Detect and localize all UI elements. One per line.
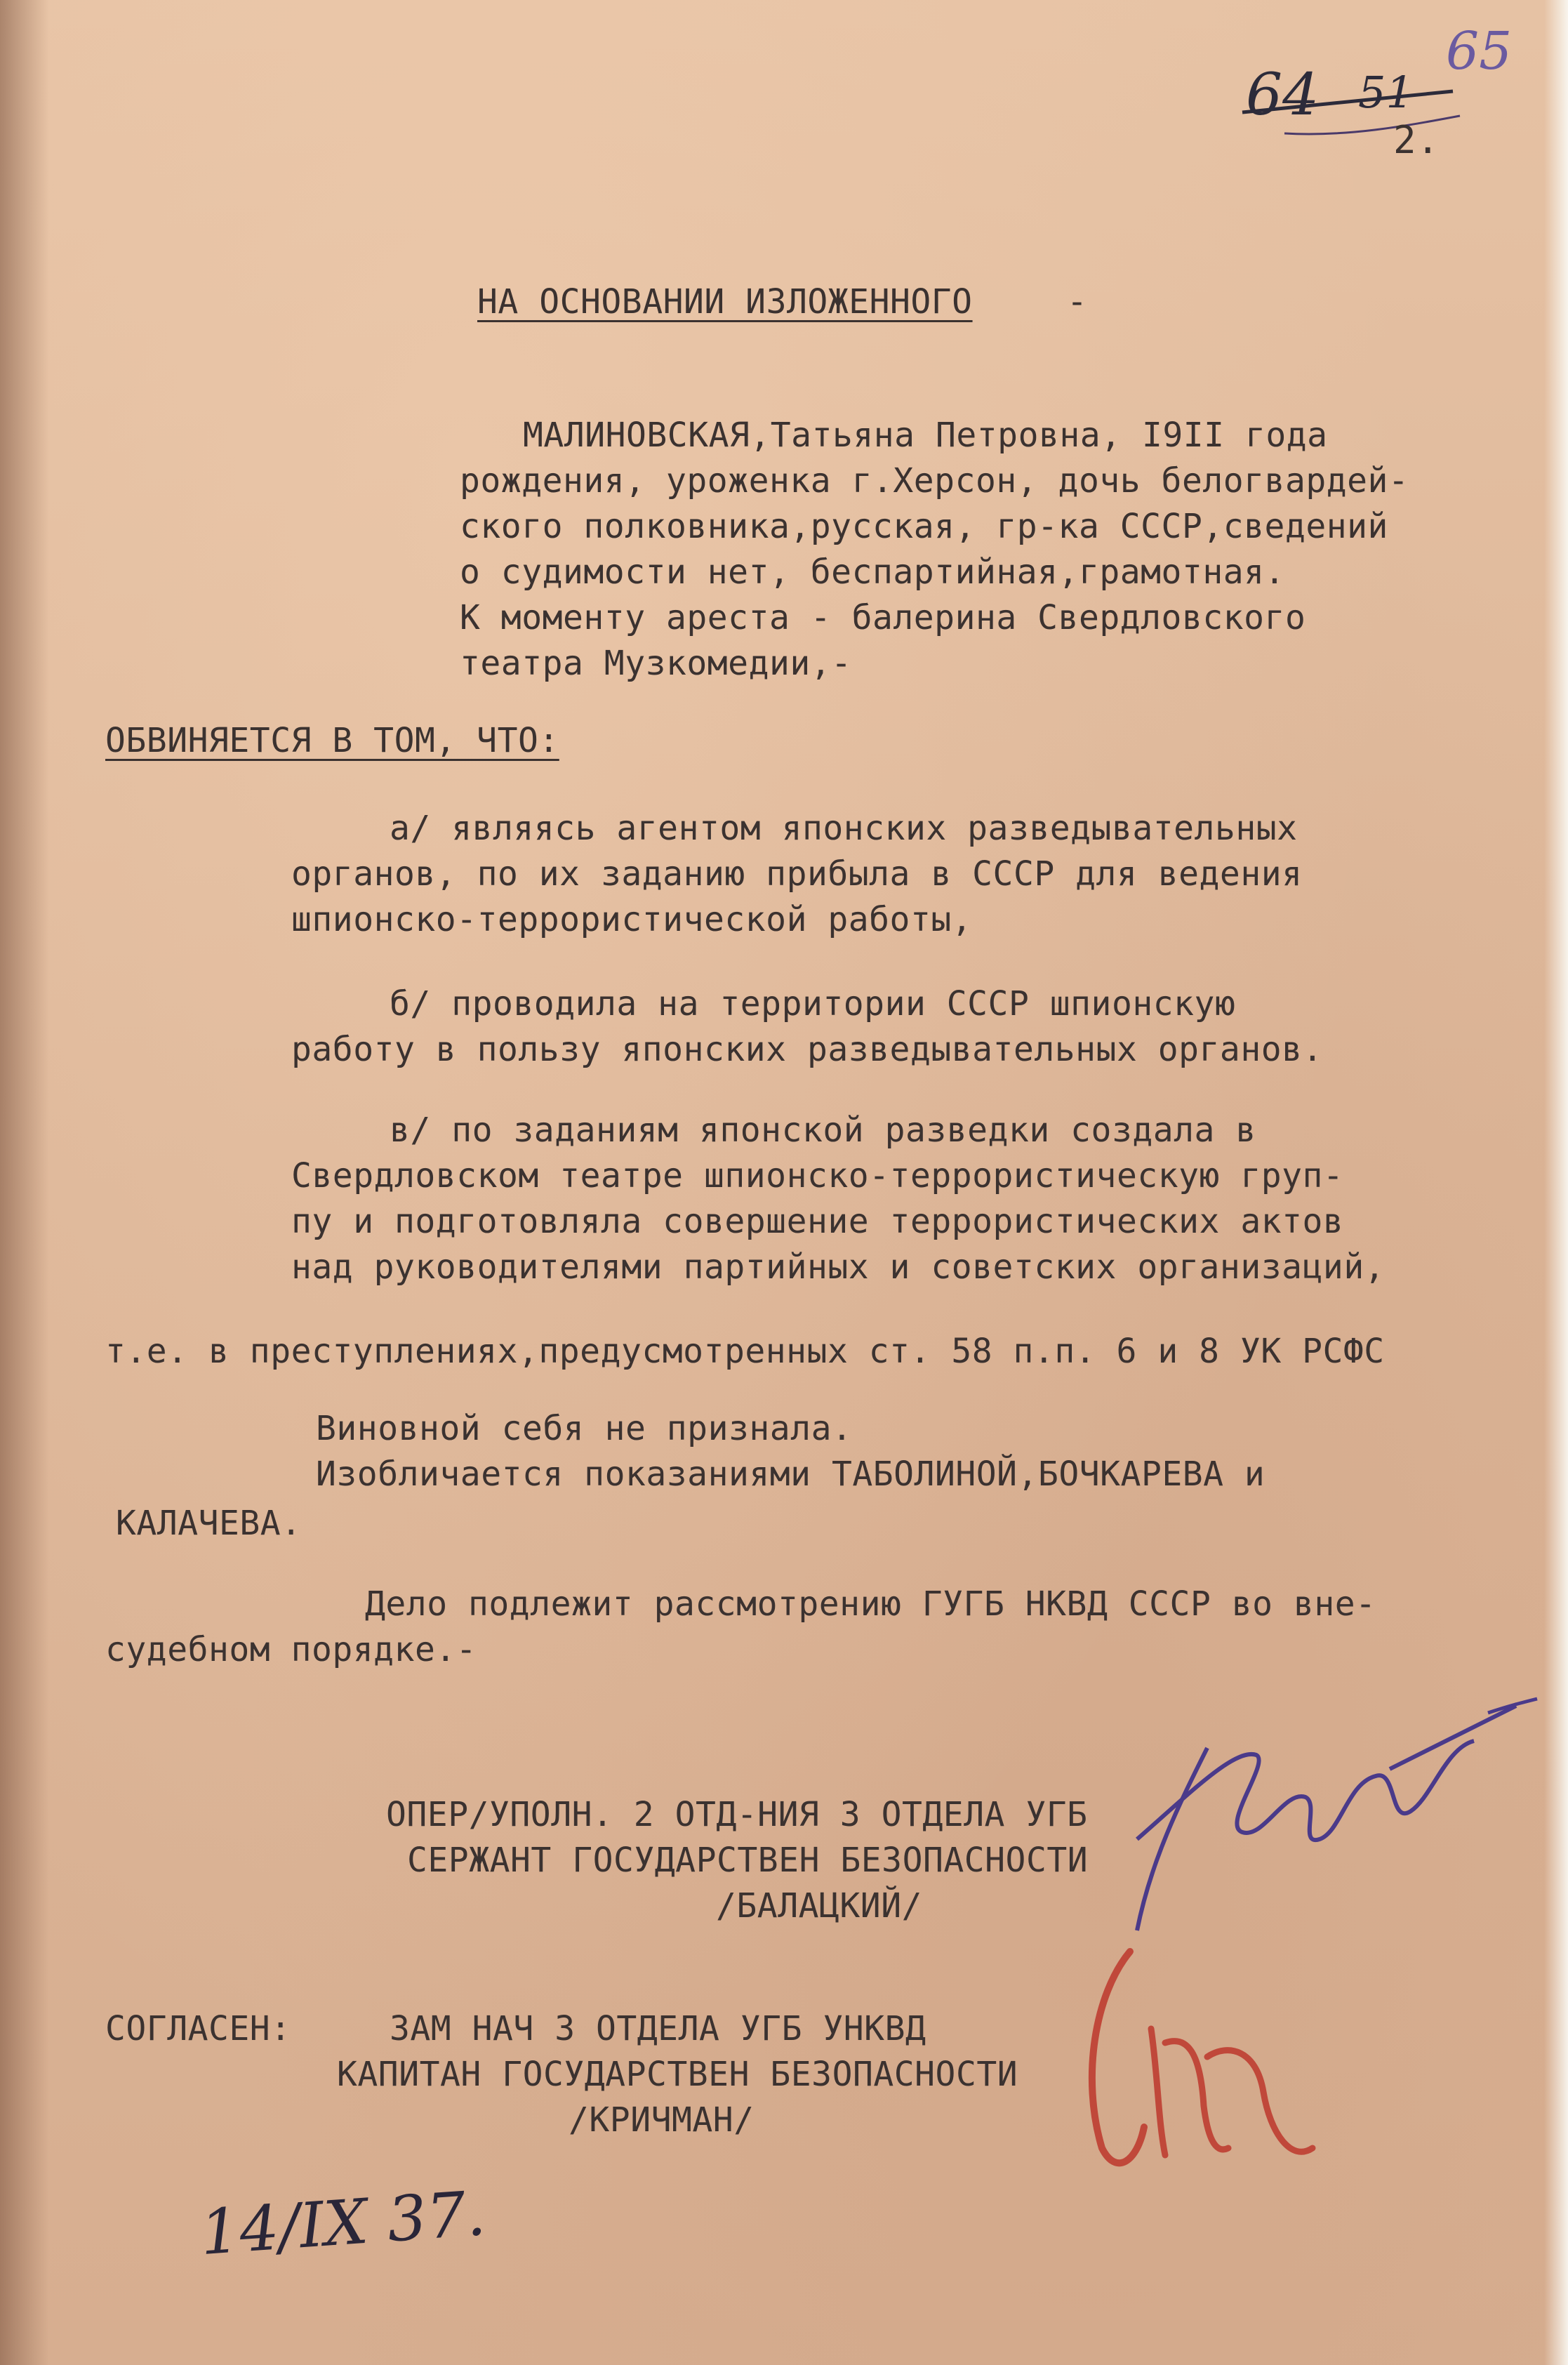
signer-position: ОПЕР/УПОЛН. 2 ОТД-НИЯ 3 ОТДЕЛА УГБ [386, 1795, 1088, 1834]
intro-line: К моменту ареста - балерина Свердловского [460, 598, 1306, 637]
charge-line: над руководителями партийных и советских организаций, [291, 1247, 1386, 1287]
charge-line: в/ по заданиям японской разведки создала в [390, 1111, 1256, 1150]
case-line: судебном порядке.- [105, 1630, 477, 1669]
intro-line: ского полковника,русская, гр-ка СССР,сведений [460, 507, 1388, 546]
charge-line: шпионско-террористической работы, [291, 900, 973, 939]
handwritten-date: 14/IX 37. [197, 2176, 489, 2270]
exposed-line: Изобличается показаниями ТАБОЛИНОЙ,БОЧКАРЕВА и [316, 1455, 1265, 1494]
signer-name: /БАЛАЦКИЙ/ [716, 1886, 922, 1926]
heading-dash: - [1067, 282, 1088, 322]
heading: НА ОСНОВАНИИ ИЗЛОЖЕННОГО [477, 282, 973, 322]
binding-shadow [0, 0, 49, 2365]
intro-line: МАЛИНОВСКАЯ,Татьяна Петровна, I9II года [523, 416, 1328, 455]
approver-rank: КАПИТАН ГОСУДАРСТВЕН БЕЗОПАСНОСТИ [337, 2055, 1018, 2094]
charge-line: Свердловском театре шпионско-террористическую груп- [291, 1156, 1344, 1195]
exposed-line: КАЛАЧЕВА. [116, 1504, 302, 1543]
signer-rank: СЕРЖАНТ ГОСУДАРСТВЕН БЕЗОПАСНОСТИ [407, 1841, 1089, 1880]
charged-heading: ОБВИНЯЕТСЯ В ТОМ, ЧТО: [105, 721, 559, 760]
handwritten-51: 51 [1358, 67, 1414, 118]
intro-line: рождения, уроженка г.Херсон, дочь белогвардей- [460, 461, 1409, 501]
charge-line: б/ проводила на территории СССР шпионскую [390, 984, 1236, 1023]
intro-line: о судимости нет, беспартийная,грамотная. [460, 552, 1285, 592]
sheet-number: 2. [1393, 118, 1440, 162]
old-page-number: 64 [1246, 62, 1320, 128]
article-line: т.е. в преступлениях,предусмотренных ст. 58 п.п. 6 и 8 УК РСФС [105, 1332, 1385, 1371]
agreed-label: СОГЛАСЕН: [105, 2009, 291, 2048]
new-page-number: 65 [1446, 21, 1513, 81]
approver-position: ЗАМ НАЧ 3 ОТДЕЛА УГБ УНКВД [390, 2009, 926, 2048]
signature-red [1053, 1937, 1334, 2204]
case-line: Дело подлежит рассмотрению ГУГБ НКВД СССР во вне- [365, 1584, 1376, 1624]
signature-violet [1095, 1664, 1544, 1959]
guilt-line: Виновной себя не признала. [316, 1409, 853, 1448]
approver-name: /КРИЧМАН/ [569, 2100, 755, 2140]
intro-line: театра Музкомедии,- [460, 644, 852, 683]
charge-line: пу и подготовляла совершение террористических актов [291, 1202, 1344, 1241]
charge-line: а/ являясь агентом японских разведывательных [390, 809, 1298, 848]
charge-line: органов, по их заданию прибыла в СССР для ведения [291, 854, 1303, 894]
page-edge [1544, 0, 1568, 2365]
charge-line: работу в пользу японских разведывательных органов. [291, 1030, 1323, 1069]
